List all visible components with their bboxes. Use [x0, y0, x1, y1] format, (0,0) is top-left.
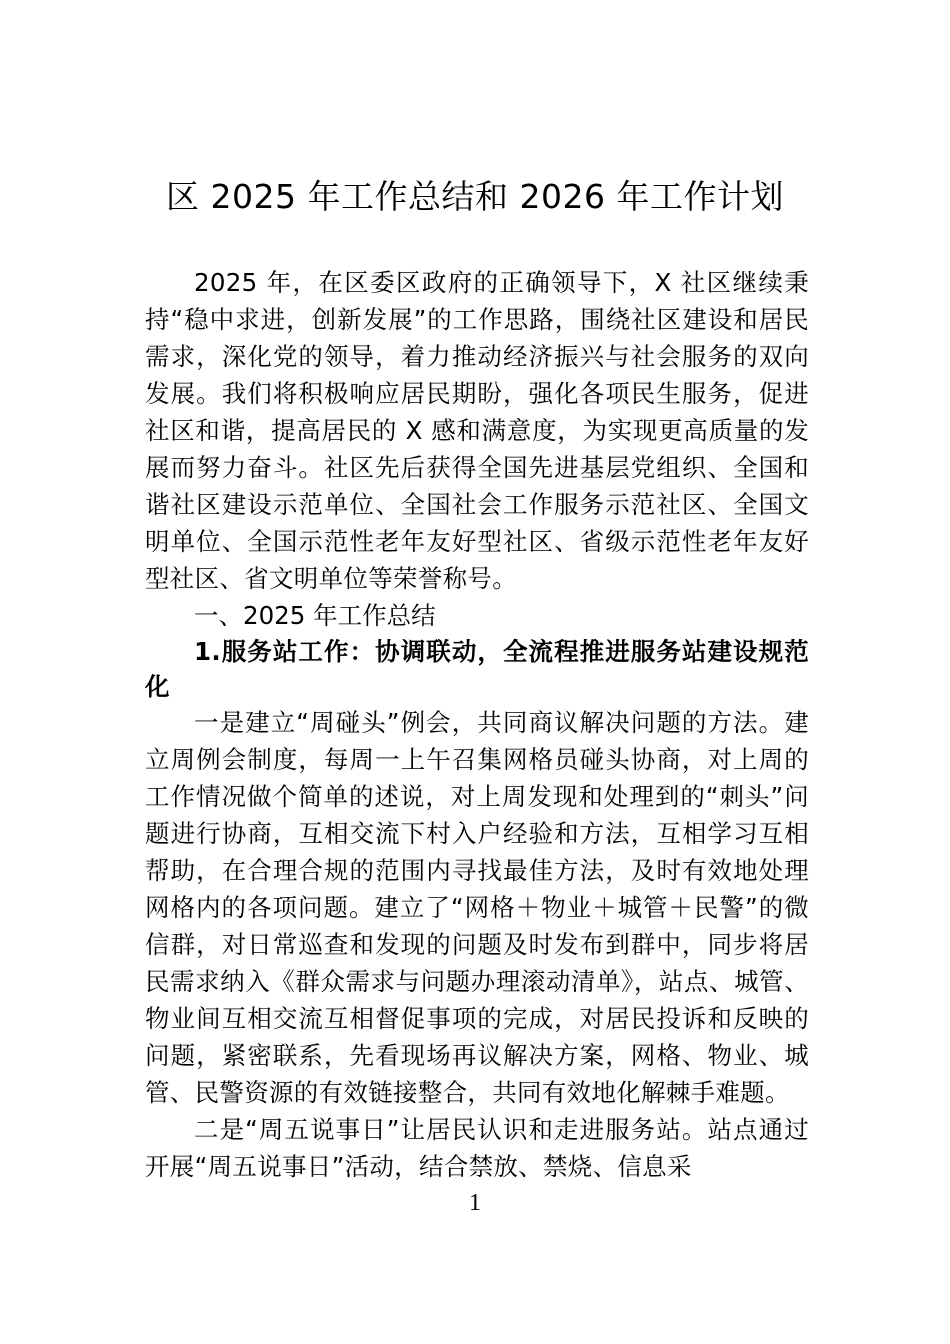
- intro-paragraph: 2025 年，在区委区政府的正确领导下，X 社区继续秉持“稳中求进，创新发展”的工作思路，围绕社区建设和居民需求，深化党的领导，着力推动经济振兴与社会服务的双向发展。我们将积极响应居民期盼，强化各项民生服务，促进社区和谐，提高居民的 X 感和满意度，为实现更高质量的发展而努力奋斗。社区先后获得全国先进基层党组织、全国和谐社区建设示范单位、全国社会工作服务示范社区、全国文明单位、全国示范性老年友好型社区、省级示范性老年友好型社区、省文明单位等荣誉称号。: [145, 268, 809, 593]
- body-paragraph-point-2: 二是“周五说事日”让居民认识和走进服务站。站点通过开展“周五说事日”活动，结合禁放、禁烧、信息采: [145, 1115, 809, 1181]
- section-heading: 一、2025 年工作总结: [194, 601, 436, 630]
- subsection-heading: 1.服务站工作：协调联动，全流程推进服务站建设规范化: [145, 637, 809, 701]
- page-number: 1: [469, 1190, 481, 1216]
- body-paragraph-point-1: 一是建立“周碰头”例会，共同商议解决问题的方法。建立周例会制度，每周一上午召集网格员碰头协商，对上周的工作情况做个简单的述说，对上周发现和处理到的“刺头”问题进行协商，互相交流下村入户经验和方法，互相学习互相帮助，在合理合规的范围内寻找最佳方法，及时有效地处理网格内的各项问题。建立了“网格＋物业＋城管＋民警”的微信群，对日常巡查和发现的问题及时发布到群中，同步将居民需求纳入《群众需求与问题办理滚动清单》，站点、城管、物业间互相交流互相督促事项的完成，对居民投诉和反映的问题，紧密联系，先看现场再议解决方案，网格、物业、城管、民警资源的有效链接整合，共同有效地化解棘手难题。: [145, 708, 809, 1107]
- document-title: 区 2025 年工作总结和 2026 年工作计划: [166, 177, 784, 216]
- document-body: [145, 264, 809, 1185]
